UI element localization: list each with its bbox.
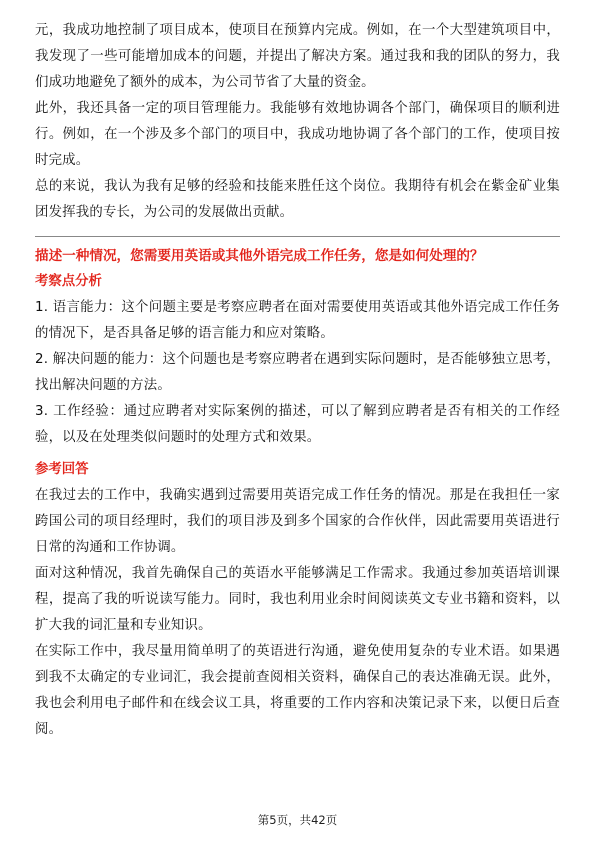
- question-heading: 描述一种情况，您需要用英语或其他外语完成工作任务，您是如何处理的？: [35, 248, 484, 264]
- analysis-item: 3. 工作经验：通过应聘者对实际案例的描述，可以了解到应聘者是否有相关的工作经验，以及在处理类似问题时的处理方式和效果。: [35, 404, 560, 445]
- paragraph: 元，我成功地控制了项目成本，使项目在预算内完成。例如，在一个大型建筑项目中，我发现了一些可能增加成本的问题，并提出了解决方案。通过我和我的团队的努力，我们成功地避免了额外的成本，为公司节省了大量的资金。: [35, 23, 560, 90]
- analysis-list: [35, 295, 560, 451]
- analysis-item: 2. 解决问题的能力：这个问题也是考察应聘者在遇到实际问题时，是否能够独立思考，找出解决问题的方法。: [35, 352, 560, 393]
- document-page: [35, 18, 560, 743]
- page-number: 第5页，共42页: [257, 813, 338, 827]
- reference-answer-heading: 参考回答: [35, 462, 89, 477]
- reference-answer: [35, 483, 560, 743]
- paragraph: 在我过去的工作中，我确实遇到过需要用英语完成工作任务的情况。那是在我担任一家跨国公司的项目经理时，我们的项目涉及到多个国家的合作伙伴，因此需要用英语进行日常的沟通和工作协调。: [35, 488, 560, 555]
- analysis-heading: 考察点分析: [35, 274, 102, 289]
- previous-answer-section: [35, 18, 560, 226]
- paragraph: 面对这种情况，我首先确保自己的英语水平能够满足工作需求。我通过参加英语培训课程，提高了我的听说读写能力。同时，我也利用业余时间阅读英文专业书籍和资料，以扩大我的词汇量和专业知识。: [35, 566, 560, 633]
- paragraph: 在实际工作中，我尽量用简单明了的英语进行沟通，避免使用复杂的专业术语。如果遇到我不太确定的专业词汇，我会提前查阅相关资料，确保自己的表达准确无误。此外，我也会利用电子邮件和在线会议工具，将重要的工作内容和决策记录下来，以便日后查阅。: [35, 644, 560, 737]
- section-divider: [35, 236, 560, 237]
- paragraph: 此外，我还具备一定的项目管理能力。我能够有效地协调各个部门，确保项目的顺利进行。例如，在一个涉及多个部门的项目中，我成功地协调了各个部门的工作，使项目按时完成。: [35, 101, 560, 168]
- analysis-item: 1. 语言能力：这个问题主要是考察应聘者在面对需要使用英语或其他外语完成工作任务的情况下，是否具备足够的语言能力和应对策略。: [35, 300, 560, 341]
- paragraph: 总的来说，我认为我有足够的经验和技能来胜任这个岗位。我期待有机会在紫金矿业集团发挥我的专长，为公司的发展做出贡献。: [35, 179, 560, 220]
